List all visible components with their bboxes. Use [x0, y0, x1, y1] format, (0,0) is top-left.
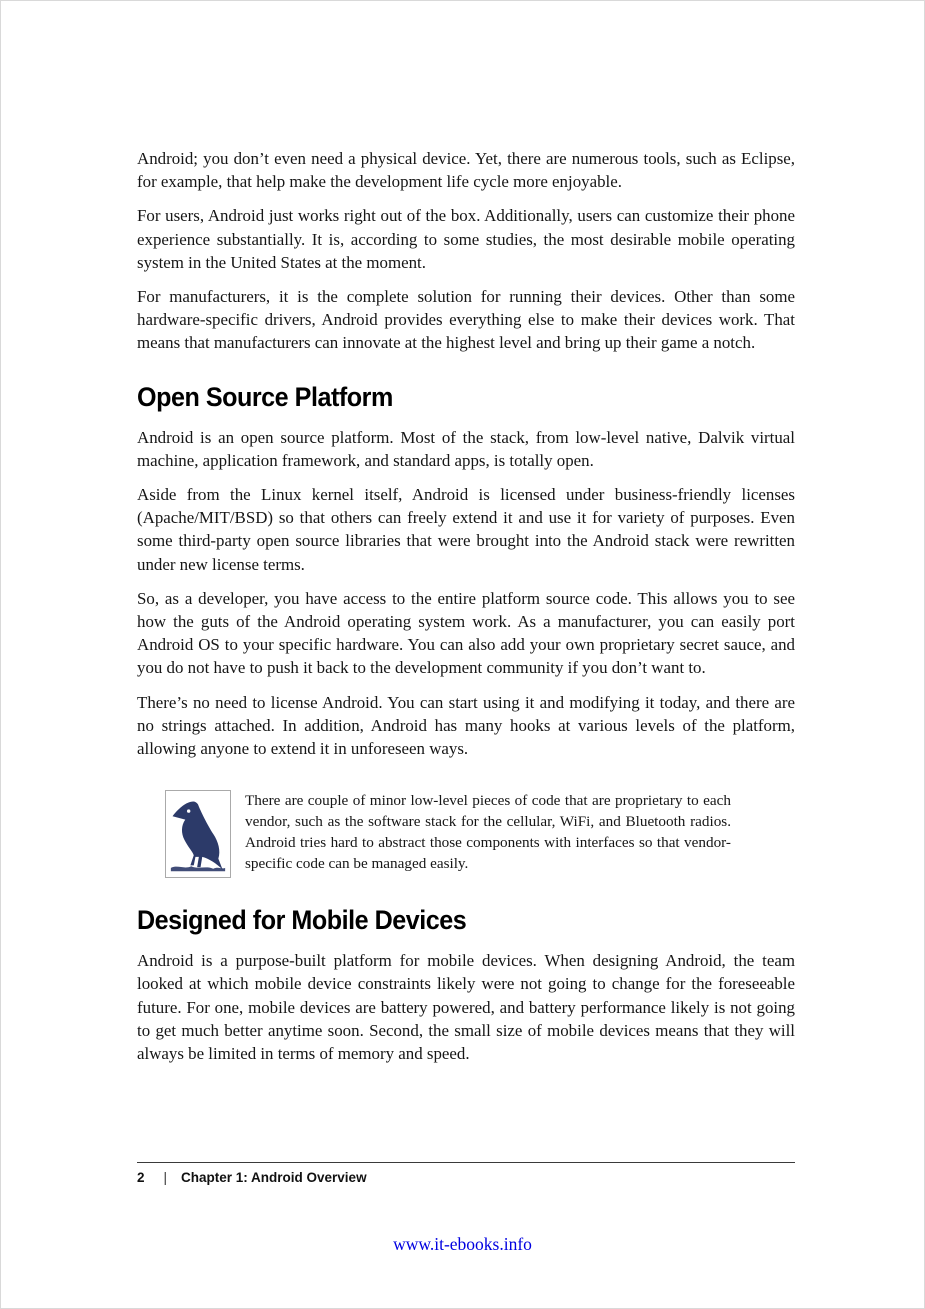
- paragraph: So, as a developer, you have access to the entire platform source code. This allows you to see how the guts of the Android operating system work. As a manufacturer, you can easily port Android OS to your specific hardware. You can also add your own proprietary secret sauce, and you do not have to push it back to the development community if you don’t want to.: [137, 588, 795, 678]
- section-heading-designed-for-mobile-devices: Designed for Mobile Devices: [137, 905, 467, 936]
- chapter-title: Chapter 1: Android Overview: [181, 1170, 367, 1185]
- footer-divider: |: [163, 1170, 168, 1185]
- paragraph: Android is an open source platform. Most of the stack, from low-level native, Dalvik virtual machine, application framework, and standard apps, is totally open.: [137, 427, 795, 470]
- footer: [137, 1170, 367, 1185]
- page-content: [137, 147, 795, 1076]
- ebook-link[interactable]: www.it-ebooks.info: [393, 1234, 532, 1254]
- note-text: There are couple of minor low-level pieces of code that are proprietary to each vendor, such as the software stack for the cellular, WiFi, and Bluetooth radios. Android tries hard to abstract those components with interfaces so that vendor-specific code can be managed easily.: [245, 792, 731, 873]
- note-block: [165, 790, 731, 878]
- paragraph: Android is a purpose-built platform for mobile devices. When designing Android, the team looked at which mobile device constraints likely were not going to change for the foreseeable future. For one, mobile devices are battery powered, and battery performance likely is not going to get much better anytime soon. Second, the small size of mobile devices means that they will always be limited in terms of memory and speed.: [137, 951, 795, 1064]
- paragraph: For manufacturers, it is the complete solution for running their devices. Other than some hardware-specific drivers, Android provides everything else to make their devices work. That means that manufacturers can innovate at the highest level and bring up their game a notch.: [137, 287, 795, 353]
- paragraph: Android; you don’t even need a physical device. Yet, there are numerous tools, such as Eclipse, for example, that help make the development life cycle more enjoyable.: [137, 149, 795, 192]
- footer-rule: [137, 1162, 795, 1163]
- crow-icon: [165, 790, 231, 878]
- ebook-link-container: [1, 1234, 924, 1255]
- paragraph: There’s no need to license Android. You can start using it and modifying it today, and there are no strings attached. In addition, Android has many hooks at various levels of the platform, allowing anyone to extend it in unforeseen ways.: [137, 692, 795, 759]
- page-number: 2: [137, 1170, 145, 1185]
- section-heading-open-source-platform: Open Source Platform: [137, 381, 393, 412]
- paragraph: Aside from the Linux kernel itself, Android is licensed under business-friendly licenses (Apache/MIT/BSD) so that others can freely extend it and use it for variety of purposes. Even some third-party open source libraries that were brought into the Android stack were rewritten under new license terms.: [137, 485, 795, 574]
- paragraph: For users, Android just works right out of the box. Additionally, users can customize their phone experience substantially. It is, according to some studies, the most desirable mobile operating system in the United States at the moment.: [137, 206, 795, 272]
